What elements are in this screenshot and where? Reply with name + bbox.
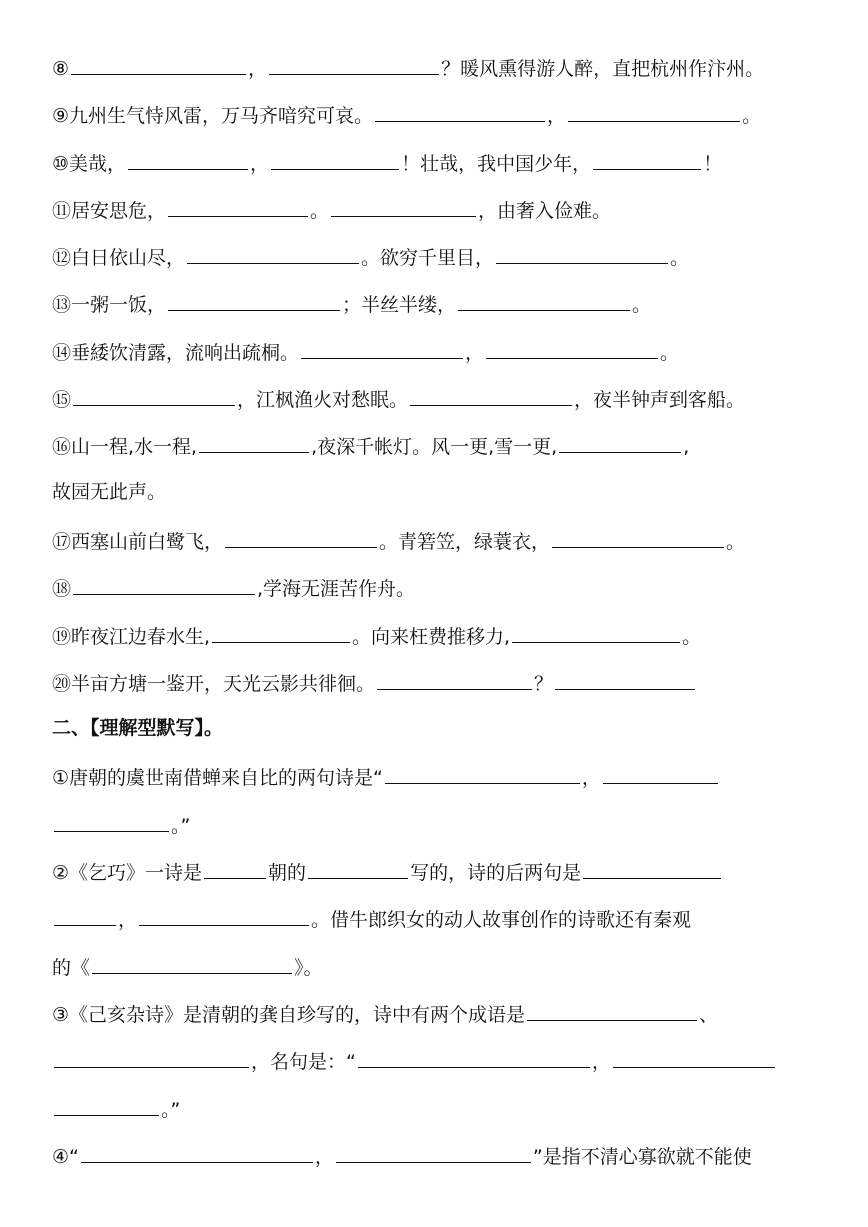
question-line-q18 — [52, 572, 820, 600]
answer-blank[interactable] — [225, 525, 377, 548]
question-text: ！壮哉，我中国少年， — [401, 152, 592, 175]
answer-blank[interactable] — [336, 1140, 531, 1163]
question-text: ②《乞巧》一诗是 — [52, 862, 203, 885]
question-text: 。” — [171, 814, 191, 837]
worksheet-page — [52, 52, 820, 1187]
question-text: ⑳半亩方塘一鉴开，天光云影共徘徊。 — [52, 672, 376, 695]
answer-blank[interactable] — [410, 383, 572, 406]
question-text: ；半丝半缕， — [342, 294, 457, 317]
question-text: 、 — [699, 1003, 719, 1026]
answer-blank[interactable] — [583, 856, 721, 879]
question-text: ， — [250, 152, 270, 175]
question-text: ⑱ — [52, 578, 72, 601]
question-line-q8 — [52, 52, 820, 80]
question-line-q19 — [52, 620, 820, 648]
question-text: 故园无此声。 — [52, 480, 167, 503]
question-text: 。青箬笠，绿蓑衣， — [379, 530, 551, 553]
answer-blank[interactable] — [331, 194, 476, 217]
question-line-u3b — [52, 1045, 820, 1073]
answer-blank[interactable] — [187, 241, 359, 264]
question-text: 。 — [682, 625, 702, 648]
answer-blank[interactable] — [54, 903, 116, 926]
question-text: ， — [581, 767, 601, 790]
answer-blank[interactable] — [603, 761, 718, 784]
question-text: 。 — [670, 247, 690, 270]
section-heading — [52, 714, 820, 742]
question-text: ⑰西塞山前白鹭飞， — [52, 530, 224, 553]
question-text: 。 — [660, 341, 680, 364]
answer-blank[interactable] — [73, 383, 235, 406]
question-text: ，名句是：“ — [251, 1051, 356, 1074]
question-line-q10 — [52, 147, 820, 175]
question-text: ？暖风熏得游人醉，直把杭州作汴州。 — [441, 58, 765, 80]
answer-blank[interactable] — [269, 52, 439, 75]
question-text: 。 — [742, 105, 762, 128]
question-text: ， — [314, 1145, 334, 1168]
question-line-q14 — [52, 336, 820, 364]
answer-blank[interactable] — [204, 856, 266, 879]
answer-blank[interactable] — [555, 667, 695, 690]
answer-blank[interactable] — [375, 99, 545, 122]
question-line-q11 — [52, 194, 820, 222]
question-text: ，由奢入俭难。 — [478, 199, 612, 222]
question-text: ⑭垂緌饮清露，流响出疏桐。 — [52, 341, 300, 364]
answer-blank[interactable] — [92, 951, 292, 974]
question-text: ， — [465, 341, 485, 364]
question-text: ， — [248, 58, 268, 80]
question-text: ， — [591, 1051, 611, 1074]
question-text: ⑫白日依山尽， — [52, 247, 186, 270]
question-text: 。 — [726, 530, 746, 553]
answer-blank[interactable] — [271, 147, 399, 170]
question-text: 。 — [632, 294, 652, 317]
question-text: ,学海无涯苦作舟。 — [257, 578, 416, 601]
answer-blank[interactable] — [168, 194, 308, 217]
answer-blank[interactable] — [199, 430, 309, 453]
question-text: , — [683, 436, 690, 459]
question-text: ③《己亥杂诗》是清朝的龚自珍写的，诗中有两个成语是 — [52, 1003, 526, 1026]
answer-blank[interactable] — [128, 147, 248, 170]
question-line-q16a — [52, 430, 820, 458]
answer-blank[interactable] — [54, 1045, 249, 1068]
question-text: ， — [118, 909, 138, 932]
answer-blank[interactable] — [496, 241, 668, 264]
question-line-u4a — [52, 1140, 820, 1168]
answer-blank[interactable] — [54, 1093, 159, 1116]
question-text: ⑬一粥一饭， — [52, 294, 167, 317]
answer-blank[interactable] — [168, 288, 340, 311]
answer-blank[interactable] — [593, 147, 701, 170]
question-text: 朝的 — [268, 862, 307, 885]
question-text: ,夜深千帐灯。风一更,雪一更, — [311, 436, 558, 459]
question-text: ⑩美哉， — [52, 152, 127, 175]
answer-blank[interactable] — [486, 336, 658, 359]
answer-blank[interactable] — [527, 998, 697, 1021]
question-line-q13 — [52, 288, 820, 316]
question-text: 。借牛郎织女的动人故事创作的诗歌还有秦观 — [311, 909, 692, 932]
answer-blank[interactable] — [54, 809, 169, 832]
answer-blank[interactable] — [301, 336, 463, 359]
answer-blank[interactable] — [559, 430, 681, 453]
answer-blank[interactable] — [613, 1045, 775, 1068]
answer-blank[interactable] — [552, 525, 724, 548]
answer-blank[interactable] — [458, 288, 630, 311]
question-text: 的《 — [52, 956, 91, 979]
answer-blank[interactable] — [212, 620, 350, 643]
question-line-q20 — [52, 667, 820, 695]
question-text: ”是指不清心寡欲就不能使 — [532, 1145, 752, 1168]
question-line-q12 — [52, 241, 820, 269]
question-text: ④“ — [52, 1145, 79, 1168]
question-text: ，夜半钟声到客船。 — [574, 389, 746, 412]
question-line-q9 — [52, 99, 820, 127]
question-text: 二、【理解型默写】。 — [52, 717, 224, 740]
question-line-q17 — [52, 525, 820, 553]
question-line-u2b — [52, 903, 820, 931]
answer-blank[interactable] — [73, 572, 255, 595]
answer-blank[interactable] — [385, 761, 580, 784]
question-line-u3c — [52, 1093, 820, 1121]
question-text: 。” — [161, 1098, 181, 1121]
answer-blank[interactable] — [568, 99, 740, 122]
question-line-q16b — [52, 478, 820, 506]
question-text: ！ — [703, 152, 723, 175]
question-text: 写的，诗的后两句是 — [410, 862, 582, 885]
question-text: ？ — [534, 672, 554, 695]
answer-blank[interactable] — [377, 667, 532, 690]
question-text: ， — [547, 105, 567, 128]
question-text: ①唐朝的虞世南借蝉来自比的两句诗是“ — [52, 767, 383, 790]
question-text: ⑲昨夜江边春水生, — [52, 625, 211, 648]
question-text: ⑯山一程,水一程, — [52, 436, 198, 459]
question-text: ⑨九州生气恃风雷，万马齐喑究可哀。 — [52, 105, 374, 128]
question-text: 》。 — [294, 956, 323, 979]
answer-blank[interactable] — [81, 1140, 313, 1163]
question-line-u2c — [52, 951, 820, 979]
question-line-q15 — [52, 383, 820, 411]
question-line-u1a — [52, 761, 820, 789]
answer-blank[interactable] — [512, 620, 680, 643]
answer-blank[interactable] — [71, 52, 246, 75]
question-text: 。欲穷千里目， — [361, 247, 495, 270]
question-line-u3a — [52, 998, 820, 1026]
question-text: ⑮ — [52, 389, 72, 412]
answer-blank[interactable] — [358, 1045, 590, 1068]
question-text: 。向来枉费推移力, — [352, 625, 511, 648]
question-text: ⑪居安思危， — [52, 199, 167, 222]
question-text: ，江枫渔火对愁眠。 — [237, 389, 409, 412]
question-line-u1b — [52, 809, 820, 837]
question-line-u2a — [52, 856, 820, 884]
answer-blank[interactable] — [308, 856, 408, 879]
question-text: 。 — [310, 199, 330, 222]
question-text: ⑧ — [52, 58, 70, 80]
answer-blank[interactable] — [139, 903, 309, 926]
